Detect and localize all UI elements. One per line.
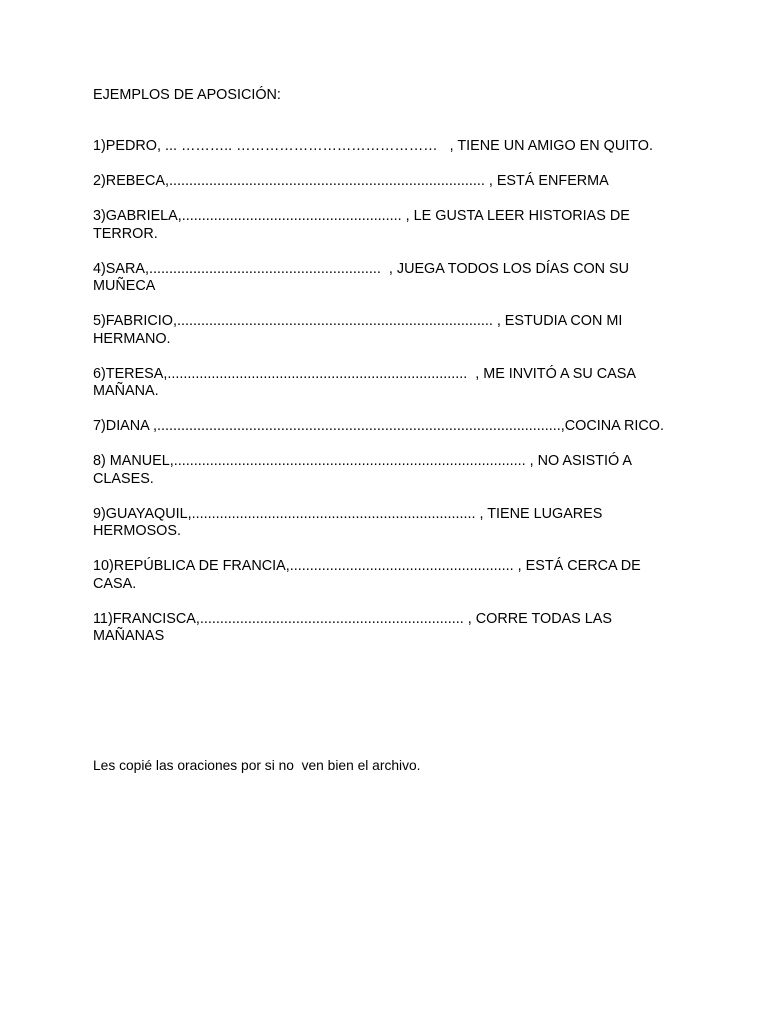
footer-note: Les copié las oraciones por si no ven bien el archivo. — [93, 758, 421, 773]
list-item: 8) MANUEL,........................................................................................ , NO ASISTIÓ A CLASES. — [93, 453, 636, 487]
list-item: 4)SARA,.......................................................... , JUEGA TODOS LOS DÍAS CON SU MUÑECA — [93, 260, 634, 294]
list-item: 9)GUAYAQUIL,....................................................................... , TIENE LUGARES HERMOSOS. — [93, 505, 607, 539]
list-item: 3)GABRIELA,....................................................... , LE GUSTA LEER HISTORIAS DE TERROR. — [93, 208, 634, 242]
document-title: EJEMPLOS DE APOSICIÓN: — [93, 87, 281, 103]
document-body — [93, 86, 668, 663]
list-item: 10)REPÚBLICA DE FRANCIA,........................................................ , ESTÁ CERCA DE CASA. — [93, 558, 645, 592]
list-item: 5)FABRICIO,............................................................................... , ESTUDIA CON MI HERMANO. — [93, 313, 627, 347]
list-item: 7)DIANA ,.....................................................................................................,COCINA RICO. — [93, 418, 664, 434]
list-item: 1)PEDRO, ... ……….. …………………………………… , TIENE UN AMIGO EN QUITO. — [93, 138, 653, 154]
list-item: 6)TERESA,........................................................................... , ME INVITÓ A SU CASA MAÑANA. — [93, 365, 640, 399]
list-item: 11)FRANCISCA,.................................................................. , CORRE TODAS LAS MAÑANAS — [93, 610, 616, 644]
list-item: 2)REBECA,............................................................................... , ESTÁ ENFERMA — [93, 173, 609, 189]
